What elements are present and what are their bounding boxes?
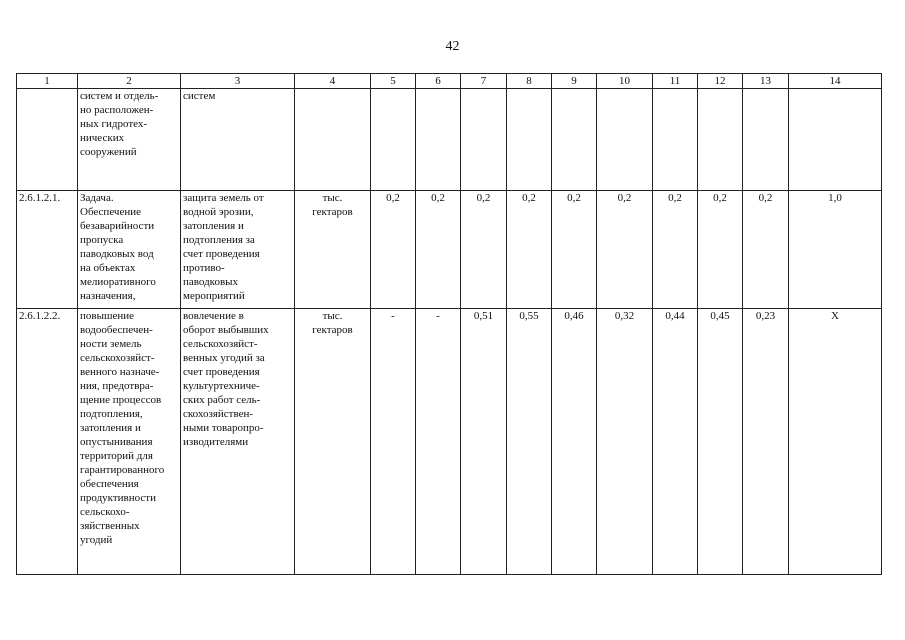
indicator-cell: защита земель от водной эрозии, затопления и подтопления за счет проведения противо- паводковых мероприятий	[181, 191, 295, 309]
value-cell: 0,2	[698, 191, 743, 309]
header-cell: 13	[743, 74, 789, 89]
value-cell	[698, 89, 743, 191]
table-header-row	[17, 74, 882, 89]
value-cell: 0,2	[743, 191, 789, 309]
value-cell	[653, 89, 698, 191]
value-cell	[371, 89, 416, 191]
header-cell: 12	[698, 74, 743, 89]
header-cell: 6	[416, 74, 461, 89]
value-cell: 0,2	[371, 191, 416, 309]
value-cell: 0,46	[552, 309, 597, 575]
header-cell: 4	[295, 74, 371, 89]
header-cell: 1	[17, 74, 78, 89]
value-cell	[552, 89, 597, 191]
value-cell: 0,32	[597, 309, 653, 575]
value-cell: 0,2	[653, 191, 698, 309]
page-number: 42	[445, 39, 460, 54]
header-cell: 14	[789, 74, 882, 89]
code-cell	[17, 89, 78, 191]
header-cell: 10	[597, 74, 653, 89]
value-cell: 0,44	[653, 309, 698, 575]
table-row	[17, 309, 882, 575]
header-cell: 8	[507, 74, 552, 89]
unit-cell: тыс. гектаров	[295, 191, 371, 309]
header-cell: 7	[461, 74, 507, 89]
value-cell: 0,2	[416, 191, 461, 309]
value-cell	[597, 89, 653, 191]
task-cell: Задача. Обеспечение безаварийности пропуска паводковых вод на объектах мелиоративного назначения,	[78, 191, 181, 309]
value-cell: 0,2	[461, 191, 507, 309]
task-cell: систем и отдель- но расположен- ных гидротех- нических сооружений	[78, 89, 181, 191]
value-cell: 0,45	[698, 309, 743, 575]
total-cell	[789, 89, 882, 191]
value-cell: 0,2	[507, 191, 552, 309]
value-cell	[461, 89, 507, 191]
value-cell: 0,51	[461, 309, 507, 575]
unit-cell: тыс. гектаров	[295, 309, 371, 575]
value-cell: -	[416, 309, 461, 575]
task-cell: повышение водообеспечен- ности земель сельскохозяйст- венного назначе- ния, предотвра- щение процессов подтопления, затопления и опустынивания территорий для гарантированного обеспечения продуктивности сельскохо- зяйственных угодий	[78, 309, 181, 575]
indicator-cell: систем	[181, 89, 295, 191]
indicator-cell: вовлечение в оборот выбывших сельскохозяйст- венных угодий за счет проведения культуртехниче- ских работ сель- скохозяйствен- ными товаропро- изводителями	[181, 309, 295, 575]
code-cell: 2.6.1.2.1.	[17, 191, 78, 309]
data-table	[16, 73, 882, 575]
header-cell: 5	[371, 74, 416, 89]
header-cell: 3	[181, 74, 295, 89]
total-cell: 1,0	[789, 191, 882, 309]
unit-cell	[295, 89, 371, 191]
value-cell: 0,55	[507, 309, 552, 575]
value-cell	[743, 89, 789, 191]
value-cell	[416, 89, 461, 191]
header-cell: 2	[78, 74, 181, 89]
value-cell: 0,2	[597, 191, 653, 309]
value-cell	[507, 89, 552, 191]
value-cell: 0,23	[743, 309, 789, 575]
total-cell: Х	[789, 309, 882, 575]
header-cell: 11	[653, 74, 698, 89]
code-cell: 2.6.1.2.2.	[17, 309, 78, 575]
value-cell: -	[371, 309, 416, 575]
table-row	[17, 89, 882, 191]
value-cell: 0,2	[552, 191, 597, 309]
header-cell: 9	[552, 74, 597, 89]
table-row	[17, 191, 882, 309]
